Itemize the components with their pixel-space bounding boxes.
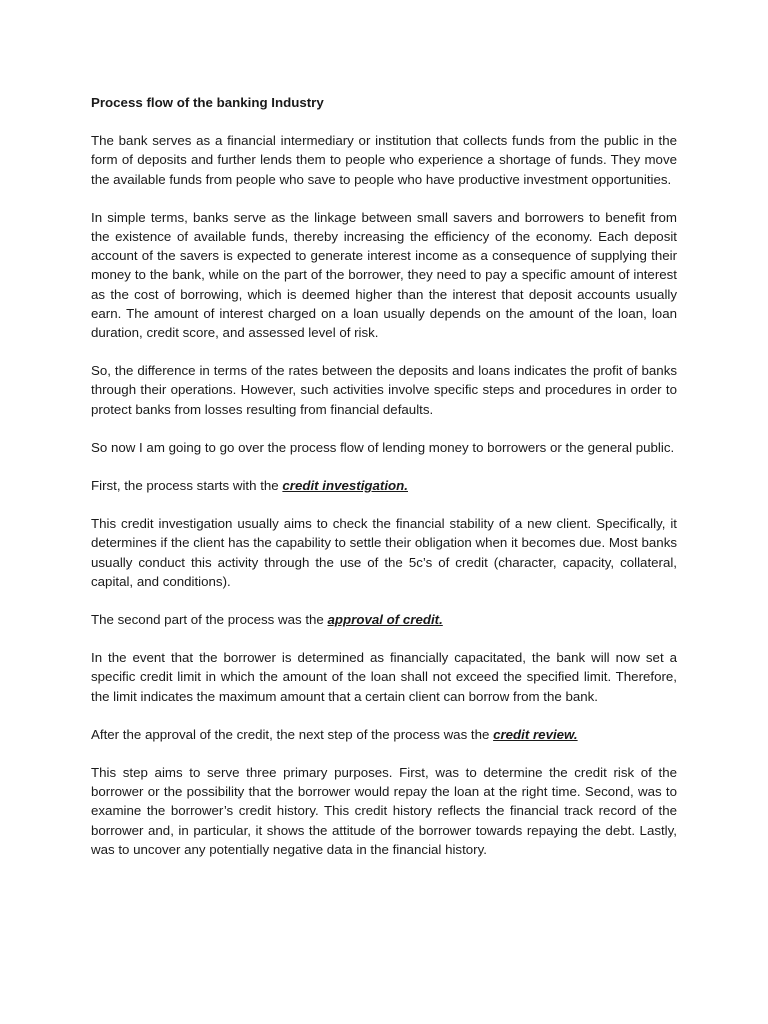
step2-body: In the event that the borrower is determined as financially capacitated, the bank will now set a specific credit limit in which the amount of the loan shall not exceed the specified limit. Therefore, the limit indicates the maximum amount that a certain client can borrow from the bank.	[91, 650, 677, 704]
step3-intro: After the approval of the credit, the next step of the process was the	[91, 726, 494, 742]
paragraph-rate-difference: So, the difference in terms of the rates between the deposits and loans indicates the profit of banks through their operations. However, such activities involve specific steps and procedures in order to protect banks from losses resulting from financial defaults.	[91, 363, 677, 417]
step1-term: credit investigation.	[282, 478, 408, 494]
paragraph-intro: The bank serves as a financial intermediary or institution that collects funds from the public in the form of deposits and further lends them to people who experience a shortage of funds. They move the available funds from people who save to people who have productive investment opportunities.	[91, 133, 677, 187]
step2-heading	[91, 610, 677, 629]
step1-intro: First, the process starts with the	[91, 478, 283, 494]
step2-intro: The second part of the process was the	[91, 612, 328, 628]
step1-body: This credit investigation usually aims to check the financial stability of a new client. Specifically, it determines if the client has the capability to settle their obligation when it becomes due. Most banks usually conduct this activity through the use of the 5c’s of credit (character, capacity, collateral, capital, and conditions).	[91, 516, 677, 589]
document-title: Process flow of the banking Industry	[91, 95, 324, 110]
step2-term: approval of credit.	[327, 612, 443, 628]
step3-body: This step aims to serve three primary purposes. First, was to determine the credit risk of the borrower or the possibility that the borrower would repay the loan at the right time. Second, was to examine the borrower’s credit history. This credit history reflects the financial track record of the borrower and, in particular, it shows the attitude of the borrower towards repaying the debt. Lastly, was to uncover any potentially negative data in the financial history.	[91, 765, 677, 857]
paragraph-process-overview: So now I am going to go over the process flow of lending money to borrowers or the general public.	[91, 439, 675, 455]
paragraph-simple-terms: In simple terms, banks serve as the linkage between small savers and borrowers to benefit from the existence of available funds, thereby increasing the efficiency of the economy. Each deposit account of the savers is expected to generate interest income as a consequence of supplying their money to the bank, while on the part of the borrower, they need to pay a specific amount of interest as the cost of borrowing, which is deemed higher than the interest that deposit accounts usually earn. The amount of interest charged on a loan usually depends on the amount of the loan, loan duration, credit score, and assessed level of risk.	[91, 209, 677, 341]
document-page	[91, 93, 677, 878]
step3-heading	[91, 725, 677, 744]
step1-heading	[91, 476, 677, 495]
step3-term: credit review.	[493, 726, 578, 742]
